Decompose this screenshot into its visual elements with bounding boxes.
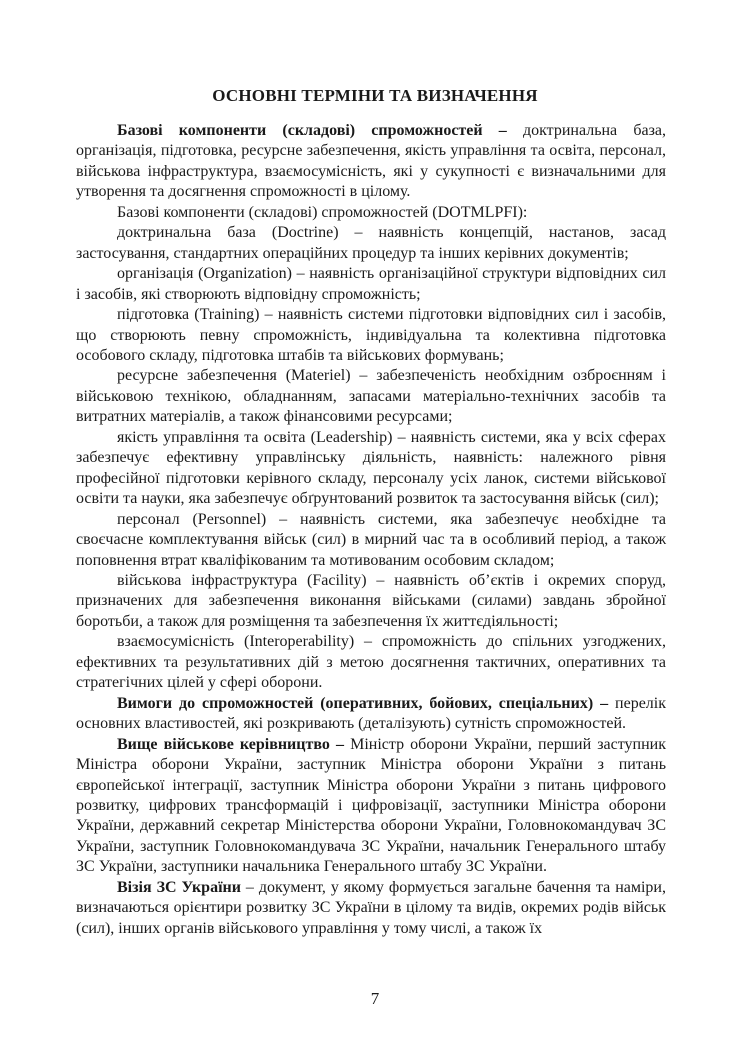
paragraph-text: організація (Organization) – наявність організаційної структури відповідних сил і засобів, які створюють відповідну спроможність; (76, 265, 666, 303)
paragraph (76, 366, 666, 427)
paragraph (76, 632, 666, 693)
paragraph-text: персонал (Personnel) – наявність системи, яка забезпечує необхідне та своєчасне комплектування військ (сил) в мирний час та в особливий період, а також поповнення втрат кваліфікованим та мотивованим особовим складом; (76, 510, 666, 569)
paragraph (76, 735, 666, 878)
paragraph (76, 121, 666, 203)
paragraph (76, 223, 666, 264)
paragraph-text: військова інфраструктура (Facility) – наявність об’єктів і окремих споруд, призначених для забезпечення виконання військами (силами) завдань збройної боротьби, а також для розміщення та забезпечення їх життєдіяльності; (76, 571, 666, 630)
paragraph-text: ресурсне забезпечення (Materiel) – забезпеченість необхідним озброєнням і військовою технікою, обладнанням, запасами матеріально-технічних засобів та витратних матеріалів, а також фінансовими ресурсами; (76, 367, 666, 426)
paragraph-text: взаємосумісність (Interoperability) – спроможність до спільних узгоджених, ефективних та результативних дій з метою досягнення тактичних, оперативних та стратегічних цілей у сфері оборони. (76, 633, 666, 692)
paragraph-text: доктринальна база, організація, підготовка, ресурсне забезпечення, якість управління та освіта, персонал, військова інфраструктура, взаємосумісність, які у сукупності є визначальними для утворення та досягнення спроможності в цілому. (76, 122, 666, 201)
defined-term: Візія ЗС України (117, 878, 241, 896)
defined-term: Базові компоненти (складові) спроможностей – (117, 122, 507, 139)
defined-term: Вимоги до спроможностей (оперативних, бойових, спеціальних) – (117, 694, 609, 712)
paragraph (76, 428, 666, 510)
paragraph (76, 305, 666, 366)
document-body (76, 121, 666, 939)
paragraph-text: якість управління та освіта (Leadership) – наявність системи, яка у всіх сферах забезпечує ефективну управлінську діяльність, наявність: належного рівня професійної підготовки керівного складу, персоналу усіх ланок, системи військової освіти та науки, яка забезпечує обґрунтований розвиток та застосування військ (сил); (76, 428, 666, 508)
paragraph-text: Базові компоненти (складові) спроможностей (DOTMLPFI): (117, 203, 528, 221)
paragraph (76, 264, 666, 305)
paragraph (76, 571, 666, 632)
paragraph (76, 878, 666, 939)
paragraph (76, 694, 666, 735)
defined-term: Вище військове керівництво – (117, 735, 344, 753)
paragraph-text: – документ, у якому формується загальне бачення та наміри, визначаються орієнтири розвитку ЗС України в цілому та видів, окремих родів військ (сил), інших органів військового управління у тому числі, а також їх (76, 878, 666, 937)
paragraph-text: підготовка (Training) – наявність системи підготовки відповідних сил і засобів, що створюють певну спроможність, індивідуальна та колективна підготовка особового складу, підготовка штабів та військових формувань; (76, 306, 666, 364)
page-title: ОСНОВНІ ТЕРМІНИ ТА ВИЗНАЧЕННЯ (212, 86, 538, 105)
paragraph-text: доктринальна база (Doctrine) – наявність концепцій, настанов, засад застосування, стандартних операційних процедур та інших керівних документів; (76, 224, 666, 262)
paragraph-text: Міністр оборони України, перший заступник Міністра оборони України, заступник Міністра оборони України з питань європейської інтеграції, заступник Міністра оборони України з питань цифрового розвитку, цифрових трансформацій і цифровізації, заступники Міністра оборони України, державний секретар Міністерства оборони України, Головнокомандувач ЗС України, заступник Головнокомандувача ЗС України, начальник Генерального штабу ЗС України, заступники начальника Генерального штабу ЗС України. (76, 735, 667, 876)
paragraph (76, 203, 666, 223)
page-number: 7 (370, 989, 380, 1008)
paragraph-text: перелік основних властивостей, які розкривають (деталізують) сутність спроможностей. (76, 694, 667, 733)
paragraph (76, 510, 666, 571)
